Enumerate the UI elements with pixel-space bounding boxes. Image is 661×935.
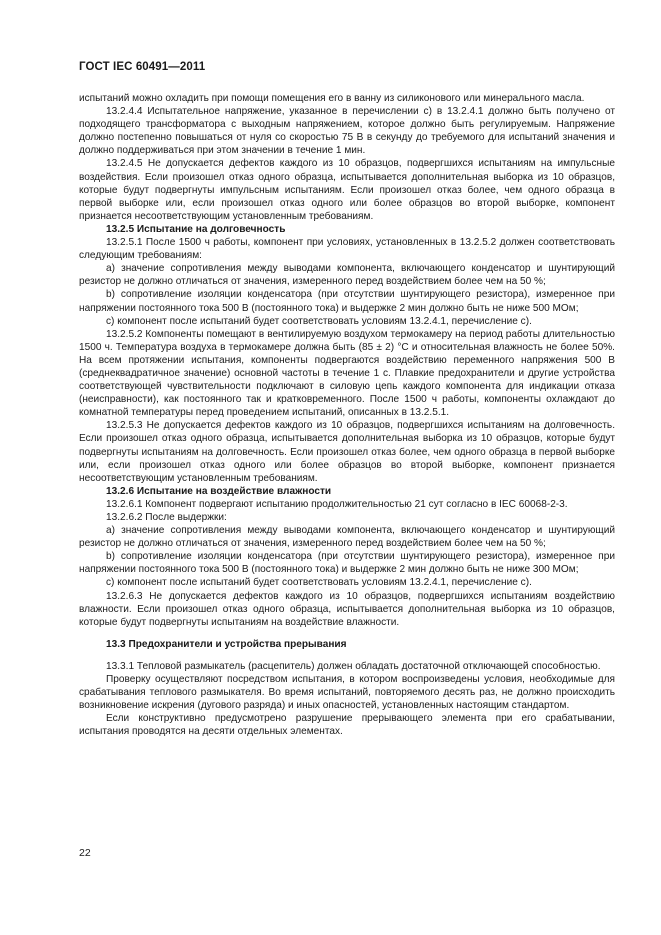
paragraph: 13.2.5.3 Не допускается дефектов каждого из 10 образцов, подвергшихся испытаниям на долговечность. Если произошел отказ одного образца, испытывается дополнительная выборка из 10 образцов, которые будут подвергнуты испытаниям на долговечность. Если произошел отказ более, чем одного образца в первой выборке или, если произошел отказ одного или более образцов во второй выборке, компонент признается несоответствующим установленным требованиям. — [79, 420, 615, 484]
paragraph: испытаний можно охладить при помощи помещения его в ванну из силиконового или минерального масла. — [79, 93, 585, 104]
paragraph: 13.2.6.3 Не допускается дефектов каждого из 10 образцов, подвергшихся испытаниям воздействию влажности. Если произошел отказ одного образца, испытывается дополнительная выборка из 10 образцов, которые будут подвергнуты испытаниям на воздействие влажности. — [79, 590, 615, 628]
paragraph: 13.2.6.2 После выдержки: — [106, 512, 227, 523]
list-item: а) значение сопротивления между выводами компонента, включающего конденсатор и шунтирующий резистор не должно отличаться от значения, измеренного перед воздействием более чем на 50 %; — [79, 263, 615, 288]
paragraph: Проверку осуществляют посредством испытания, в котором воспроизведены условия, необходимые для срабатывания теплового размыкателя. Во время испытаний, повторяемого десять раз, не должно происходить возникновение искрения (дугового разряда) и иных опасностей, установленных настоящим стандартом. — [79, 674, 615, 712]
list-item: с) компонент после испытаний будет соответствовать условиям 13.2.4.1, перечисление с). — [106, 315, 532, 327]
list-item: b) сопротивление изоляции конденсатора (при отсутствии шунтирующего резистора), измеренное при напряжении постоянного тока 500 В (постоянного тока) и выдержке 2 мин должно быть не ниже 300 МОм; — [79, 551, 615, 576]
paragraph: 13.2.6.1 Компонент подвергают испытанию продолжительностью 21 сут согласно в IEC 60068-2-3. — [106, 498, 568, 510]
paragraph: 13.2.4.4 Испытательное напряжение, указанное в перечислении с) в 13.2.4.1 должно быть получено от подходящего трансформатора с выходным напряжением, которое должно быть регулируемым. Напряжение должно постепенно повышаться от нуля со скоростью 75 В в секунду до требуемого для испытаний значения и должно поддерживаться при этом значении в течение 1 мин. — [79, 106, 615, 157]
document-body — [79, 92, 615, 739]
paragraph: 13.2.4.5 Не допускается дефектов каждого из 10 образцов, подвергшихся испытаниям на импульсные воздействия. Если произошел отказ одного образца, испытывается дополнительная выборка из 10 образцов, которые будут подвергнуты импульсным испытаниям. Если произошел отказ более, чем одного образца в первой выборке или, если произошел отказ одного или более образцов во второй выборке, компонент признается несоответствующим установленным требованиям. — [79, 158, 615, 222]
document-header: ГОСТ IEC 60491—2011 — [79, 61, 206, 73]
section-heading: 13.3 Предохранители и устройства прерывания — [106, 638, 347, 650]
paragraph: 13.2.5.2 Компоненты помещают в вентилируемую воздухом термокамеру на период работы длительностью 1500 ч. Температура воздуха в термокамере должна быть (85 ± 2) °С и относительная влажность не более 50%. На всем протяжении испытания, компоненты подвергаются воздействию переменного напряжения 500 В (среднеквадратичное значение) основной частоты в течение 1 с. Плавкие предохранители и другие устройства соответствующей чувствительности подключают в силовую цепь каждого компонента для индикации отказа (неисправности), как постоянного так и кратковременного. После 1500 ч работы, компоненты охлаждают до комнатной температуры перед проведением испытаний, описанных в 13.2.5.1. — [79, 328, 615, 419]
paragraph: 13.2.5.1 После 1500 ч работы, компонент при условиях, установленных в 13.2.5.2 должен соответствовать следующим требованиям: — [79, 237, 615, 262]
paragraph: Если конструктивно предусмотрено разрушение прерывающего элемента при его срабатывании, испытания проводятся на десяти отдельных элементах. — [79, 713, 615, 738]
list-item: b) сопротивление изоляции конденсатора (при отсутствии шунтирующего резистора), измеренное при напряжении постоянного тока 500 В (постоянного тока) и выдержке 2 мин должно быть не ниже 500 МОм; — [79, 289, 615, 314]
section-heading: 13.2.5 Испытание на долговечность — [106, 223, 286, 235]
section-heading: 13.2.6 Испытание на воздействие влажности — [106, 485, 332, 497]
list-item: с) компонент после испытаний будет соответствовать условиям 13.2.4.1, перечисление с). — [106, 577, 532, 589]
paragraph: 13.3.1 Тепловой размыкатель (расцепитель) должен обладать достаточной отключающей способностью. — [106, 660, 601, 672]
page-number: 22 — [79, 847, 91, 859]
list-item: а) значение сопротивления между выводами компонента, включающего конденсатор и шунтирующий резистор не должно отличаться от значения, измеренного перед воздействием более чем на 50 %; — [79, 525, 615, 550]
